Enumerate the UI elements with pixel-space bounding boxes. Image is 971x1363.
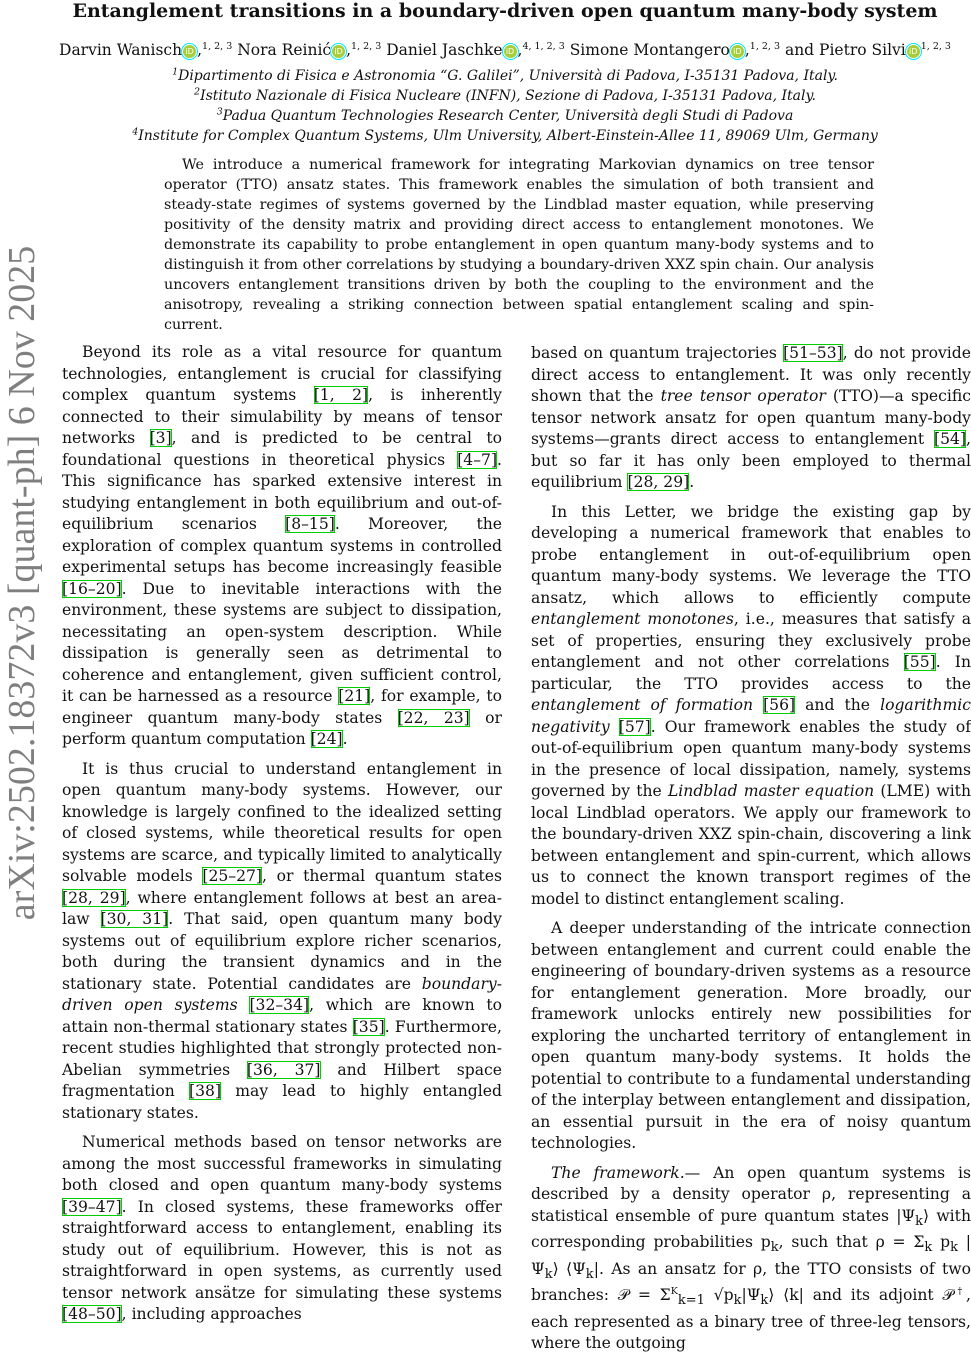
citation-link[interactable]: [4–7] (457, 450, 498, 469)
affiliation: $^2$Istituto Nazionale di Fisica Nucleare (INFN), Sezione di Padova, I-35131 Padova, Italy. (194, 86, 816, 104)
author-list (0, 40, 971, 60)
citation-link[interactable]: [57] (618, 717, 651, 736)
orcid-icon[interactable]: iD (907, 45, 920, 58)
citation-link[interactable]: [35] (352, 1017, 385, 1036)
affiliation: $^1$Dipartimento di Fisica e Astronomia “G. Galilei”, Università di Padova, I-35131 Padova, Italy. (172, 66, 838, 84)
affiliation: $^4$Institute for Complex Quantum Systems, Ulm University, Albert-Einstein-Allee 11, 89069 Ulm, Germany (132, 126, 878, 144)
citation-link[interactable]: [1, 2] (313, 386, 369, 404)
paragraph: based on quantum trajectories [51–53], do not provide direct access to entanglement. It was only recently shown that the tree tensor operator (TTO)—a specific tensor network ansatz for open quantum many-body systems—grants direct access to entanglement [54], but so far it has only been employed to thermal equilibrium [28, 29]. (531, 344, 971, 491)
author: Nora Reinić iD ,$^{1, 2, 3}$ (237, 40, 382, 59)
citation-link[interactable]: [56] (763, 696, 796, 714)
orcid-icon[interactable]: iD (183, 45, 196, 58)
citation-link[interactable]: [28, 29] (62, 888, 126, 907)
right-column (531, 343, 971, 1363)
citation-link[interactable]: [16–20] (62, 579, 122, 598)
citation-link[interactable]: [22, 23] (397, 708, 470, 727)
paragraph: Numerical methods based on tensor networks are among the most successful frameworks in simulating both closed and open quantum many-body systems [39–47]. In closed systems, these frameworks offer straightforward access to entanglement, enabling its study out of equilibrium. However, this is not as straightforward in open systems, as currently used tensor network ansätze for simulating these systems [48–50], including approaches (62, 1133, 502, 1323)
citation-link[interactable]: [48–50] (62, 1305, 122, 1323)
citation-link[interactable]: [36, 37] (246, 1060, 321, 1079)
citation-link[interactable]: [32–34] (249, 996, 310, 1014)
author-connector: and (784, 41, 815, 59)
citation-link[interactable]: [38] (189, 1082, 222, 1100)
citation-link[interactable]: [39–47] (62, 1197, 122, 1216)
citation-link[interactable]: [54] (934, 430, 967, 448)
author: Daniel Jaschke iD ,$^{4, 1, 2, 3}$ (386, 40, 565, 59)
paragraph: In this Letter, we bridge the existing gap by developing a numerical framework that enables to probe entanglement in out-of-equilibrium open quantum many-body systems. We leverage the TTO ansatz, which allows to efficiently compute entanglement monotones, i.e., measures that satisfy a set of properties, ensuring they exclusively probe entanglement and not other correlations [55]. In particular, the TTO provides access to the entanglement of formation [56] and the logarithmic negativity [57]. Our framework enables the study of out-of-equilibrium open quantum many-body systems in the presence of local dissipation, namely, systems governed by the Lindblad master equation (LME) with local Lindblad operators. We apply our framework to the boundary-driven XXZ spin-chain, discovering a link between entanglement and spin-current, which allows us to connect the known transport regimes of the model to distinct entanglement scaling. (531, 502, 971, 908)
paragraph: A deeper understanding of the intricate connection between entanglement and current could enable the engineering of boundary-driven systems as a resource for entanglement generation. More broadly, our framework unlocks entirely new possibilities for exploring the uncharted territory of entanglement in open quantum many-body systems. It holds the potential to contribute to a fundamental understanding of the interplay between entanglement and dissipation, an essential pursuit in the era of noisy quantum technologies. (531, 919, 971, 1152)
author: Darvin Wanisch iD ,$^{1, 2, 3}$ (59, 40, 233, 59)
orcid-icon[interactable]: iD (332, 45, 345, 58)
abstract: We introduce a numerical framework for integrating Markovian dynamics on tree tensor operator (TTO) ansatz states. This framework enables the simulation of both transient and steady-state regimes of systems governed by the Lindblad master equation, while preserving positivity of the density matrix and providing direct access to entanglement monotones. We demonstrate its capability to probe entanglement in open quantum many-body systems and to distinguish it from other correlations by studying a boundary-driven XXZ spin chain. Our analysis uncovers entanglement transitions driven by both the coupling to the environment and the anisotropy, revealing a striking connection between spatial entanglement scaling and spin-current. (164, 157, 874, 333)
affiliations (0, 66, 971, 146)
paragraph: The framework.— An open quantum systems is described by a density operator ρ, representing a statistical ensemble of pure quantum states $|\Psi_k⟩$ with corresponding probabilities $p_k$, such that $\rho = \Sigma_k$ $p_k$ $|\Psi_k⟩$ $⟨\Psi_k|$. As an ansatz for ρ, the TTO consists of two branches: 𝒫 = $\Sigma^K_{k=1}$ $√p_k|\Psi_k⟩$ ⟨k| and its adjoint 𝒫†, each represented as a binary tree of three-leg tensors, where the outgoing (531, 1163, 971, 1353)
arxiv-identifier[interactable]: arXiv:2502.18372v3 [quant-ph] 6 Nov 2025 (1, 245, 43, 921)
citation-link[interactable]: [55] (903, 653, 936, 671)
citation-link[interactable]: [24] (310, 730, 343, 748)
paragraph: Beyond its role as a vital resource for quantum technologies, entanglement is crucial for classifying complex quantum systems [1, 2], is inherently connected to their simulability by means of tensor networks [3], and is predicted to be central to foundational questions in theoretical physics [4–7]. This significance has sparked extensive interest in studying entanglement in both equilibrium and out-of-equilibrium scenarios [8–15]. Moreover, the exploration of complex quantum systems in controlled experimental setups has become increasingly feasible [16–20]. Due to inevitable interactions with the environment, these systems are subject to dissipation, necessitating an open-system description. While dissipation is generally seen as detrimental to coherence and entanglement, given sufficient control, it can be harnessed as a resource [21], for example, to engineer quantum many-body states [22, 23] or perform quantum computation [24]. (62, 343, 503, 748)
citation-link[interactable]: [25–27] (202, 867, 263, 885)
affiliation: $^3$Padua Quantum Technologies Research Center, Università degli Studi di Padova (216, 106, 794, 124)
left-column (62, 342, 502, 1334)
orcid-icon[interactable]: iD (731, 45, 744, 58)
author: Simone Montangero iD ,$^{1, 2, 3}$ (569, 40, 781, 59)
author: Pietro Silvi iD $^{1, 2, 3}$ (819, 40, 951, 59)
citation-link[interactable]: [51–53] (783, 344, 843, 362)
paper-title: Entanglement transitions in a boundary-driven open quantum many-body system (72, 0, 938, 22)
citation-link[interactable]: [8–15] (285, 515, 335, 533)
citation-link[interactable]: [21] (338, 687, 371, 705)
paragraph: It is thus crucial to understand entanglement in open quantum many-body systems. However, our knowledge is largely confined to the idealized setting of closed systems, while theoretical results for open systems are scarce, and typically limited to analytically solvable models [25–27], or thermal quantum states [28, 29], where entanglement follows at best an area-law [30, 31]. That said, open quantum many body systems out of equilibrium explore richer scenarios, both during the transient dynamics and in the stationary state. Potential candidates are boundary-driven open systems [32–34], which are known to attain non-thermal stationary states [35]. Furthermore, recent studies highlighted that strongly protected non-Abelian symmetries [36, 37] and Hilbert space fragmentation [38] may lead to highly entangled stationary states. (62, 759, 502, 1122)
orcid-icon[interactable]: iD (504, 45, 517, 58)
citation-link[interactable]: [30, 31] (100, 910, 169, 928)
citation-link[interactable]: [28, 29] (627, 473, 690, 491)
citation-link[interactable]: [3] (149, 429, 172, 447)
